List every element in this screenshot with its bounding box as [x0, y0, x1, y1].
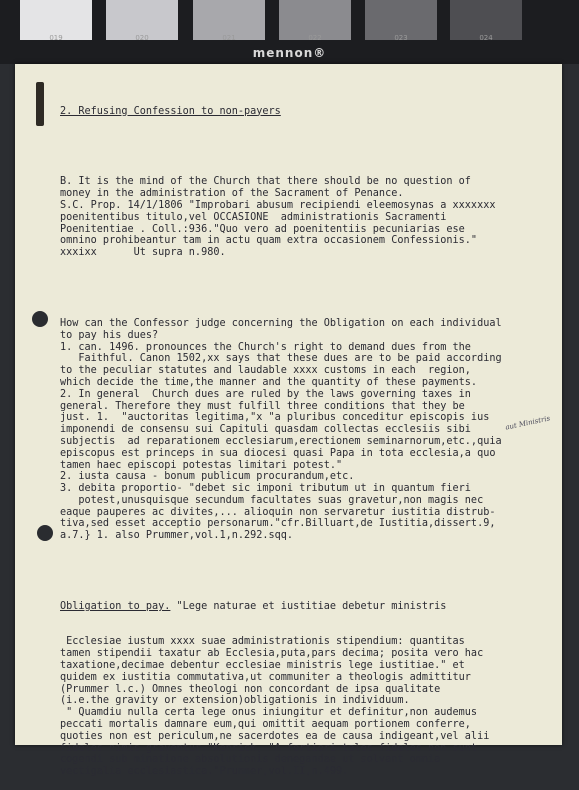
obligation-first-line [60, 601, 560, 613]
text-line: general. Therefore they must fulfill three conditions that they be [60, 400, 465, 412]
text-line: S.C. Prop. 14/1/1806 "Improbari abusum recipiendi eleemosynas a xxxxxxx [60, 199, 496, 211]
text-line: omnino prohibeantur tam in actu quam extra occasionem Confessionis." [60, 235, 478, 247]
text-line: " Quamdiu nulla certa lege onus iniungitur et definitur,non audemus [60, 707, 478, 719]
text-line: xxxixx Ut supra n.980. [60, 247, 226, 259]
swatch-023-label: 023 [394, 34, 408, 42]
text-line: imponendi de consensu sui Capituli quasdam collectas ecclesiis sibi [60, 424, 471, 436]
text-line: (i.e.the gravity or extension)obligationis in individuum. [60, 695, 410, 707]
text-line: eaque pauperes ac divites,... alioquin non servaretur iustitia distrub- [60, 506, 496, 518]
brand-logo: mennon® [252, 46, 327, 60]
text-line: which decide the time,the manner and the quantity of these payments. [60, 376, 478, 388]
text-line: 2. iusta causa - bonum publicum procurandum,etc. [60, 471, 355, 483]
obligation-first-text: "Lege naturae et iustitiae debetur ministris [170, 601, 447, 613]
text-line: vectigalia ecclesiastica."Prummer,vol.II,n.499. [60, 766, 349, 778]
punch-hole-bottom [37, 525, 53, 541]
text-line: Ecclesiae iustum xxxx suae administrationis stipendium: quantitas [60, 636, 465, 648]
text-line: Poenitentiae . Coll.:936."Quo vero ad poenitentiis pecuniarias ese [60, 223, 465, 235]
text-line: tiva,sed esset acceptio personarum."cfr.Billuart,de Iustitia,dissert.9, [60, 518, 496, 530]
text-line: poenitentibus titulo,vel OCCASIONE administrationis Sacramenti [60, 211, 447, 223]
paragraph-confession-money [60, 176, 560, 259]
tape-mark [36, 82, 44, 126]
text-line: How can the Confessor judge concerning the Obligation on each individual [60, 317, 502, 329]
text-line: subjectis ad reparationem ecclesiarum,erectionem seminarnorum,etc.,quia [60, 435, 502, 447]
handwritten-margin-note: aut Ministris [504, 414, 551, 432]
swatch-021-label: 021 [222, 34, 236, 42]
text-line: B. It is the mind of the Church that there should be no question of [60, 176, 471, 188]
swatch-024-label: 024 [479, 34, 493, 42]
text-line: to the peculiar statutes and laudable xxxx customs in each region, [60, 365, 471, 377]
paragraph-confessor-judge [60, 318, 560, 542]
text-line: quidem ex iustitia commutativa,ut communiter a theologis admittitur [60, 671, 471, 683]
text-line: money in the administration of the Sacrament of Penance. [60, 188, 404, 200]
document-text [60, 82, 560, 790]
section-heading: 2. Refusing Confession to non-payers [60, 105, 281, 117]
swatch-020-label: 020 [135, 34, 149, 42]
text-line: potest,unusquisque secundum facultates suas gravetur,non magis nec [60, 494, 484, 506]
text-line: 1. can. 1496. pronounces the Church's right to demand dues from the [60, 341, 471, 353]
text-line: a.7.} 1. also Prummer,vol.1,n.292.sqq. [60, 530, 294, 542]
text-line: to pay his dues? [60, 329, 159, 341]
paragraph-obligation [60, 636, 560, 778]
color-calibration-strip [0, 0, 579, 64]
text-line: episcopus est princeps in sua diocesi quasi Papa in tota ecclesia,a quo [60, 447, 496, 459]
text-line: tamen haec episcopi potestas limitari potest." [60, 459, 343, 471]
text-line: peccati mortalis damnare eum,qui omittit aequam portionem conferre, [60, 719, 471, 731]
text-line: just. 1. "auctoritas legitima,"x "a pluribus conceditur episcopis ius [60, 412, 490, 424]
text-line: fideles nimis graventur."Kenrick, "A fortiori tales fideles non sunt [60, 742, 478, 754]
text-line: quoties non est periculum,ne sacerdotes ea de causa indigeant,vel alii [60, 730, 490, 742]
obligation-label: Obligation to pay. [60, 601, 171, 613]
text-line: 3. debita proportio- "debet sic imponi tributum ut in quantum fieri [60, 483, 471, 495]
text-line: cogendi sub minatione absolutionis denegandae ut solvant omnia [60, 754, 441, 766]
swatch-019-label: 019 [49, 34, 63, 42]
punch-hole-top [32, 311, 48, 327]
text-line: (Prummer l.c.) Omnes theologi non concordant de ipsa qualitate [60, 683, 441, 695]
text-line: taxatione,decimae debentur ecclesiae ministris lege iustitiae." et [60, 660, 465, 672]
swatch-022-label: 022 [308, 34, 322, 42]
text-line: 2. In general Church dues are ruled by the laws governing taxes in [60, 388, 471, 400]
text-line: tamen stipendii taxatur ab Ecclesia,puta,pars decima; posita vero hac [60, 648, 484, 660]
text-line: Faithful. Canon 1502,xx says that these dues are to be paid according [60, 353, 502, 365]
